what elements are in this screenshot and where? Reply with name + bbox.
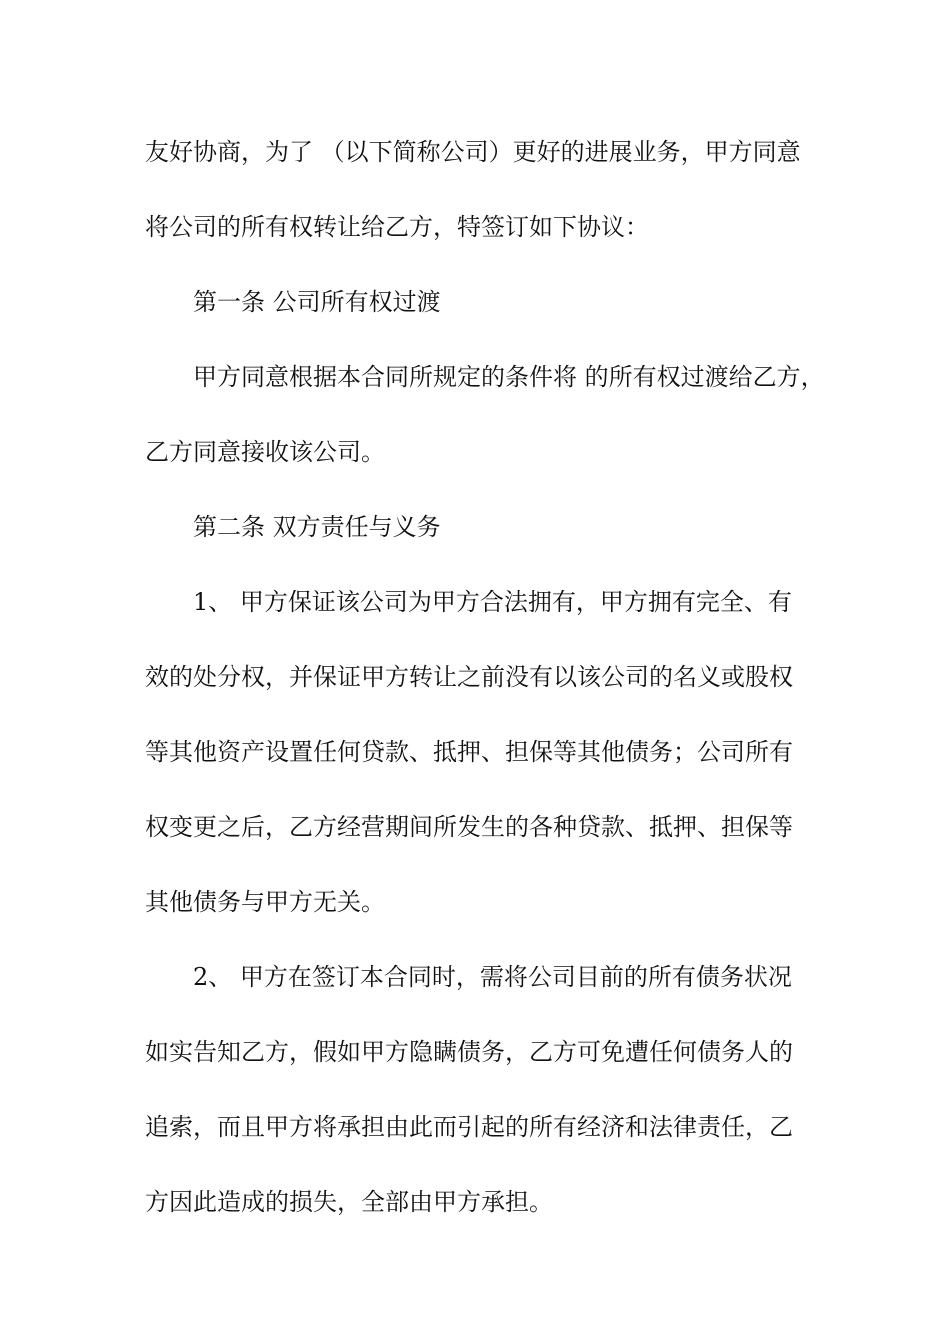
clause-2-line-3: 追索，而且甲方将承担由此而引起的所有经济和法律责任，乙 bbox=[145, 1113, 793, 1141]
clause-1-line-5: 其他债务与甲方无关。 bbox=[145, 888, 385, 916]
text-line-2: 将公司的所有权转让给乙方，特签订如下协议： bbox=[145, 213, 649, 241]
clause-1-line-1: 1、 甲方保证该公司为甲方合法拥有，甲方拥有完全、有 bbox=[193, 588, 792, 616]
clause-1-line-3: 等其他资产设置任何贷款、抵押、担保等其他债务；公司所有 bbox=[145, 738, 793, 766]
clause-2-line-4: 方因此造成的损失，全部由甲方承担。 bbox=[145, 1188, 553, 1216]
clause-2-line-1: 2、 甲方在签订本合同时，需将公司目前的所有债务状况 bbox=[193, 963, 792, 991]
clause-1-line-4: 权变更之后，乙方经营期间所发生的各种贷款、抵押、担保等 bbox=[145, 813, 793, 841]
article-1-heading: 第一条 公司所有权过渡 bbox=[193, 288, 441, 316]
text-line-4: 甲方同意根据本合同所规定的条件将 的所有权过渡给乙方， bbox=[193, 363, 825, 391]
text-line-5: 乙方同意接收该公司。 bbox=[145, 438, 385, 466]
article-2-heading: 第二条 双方责任与义务 bbox=[193, 513, 441, 541]
clause-2-line-2: 如实告知乙方，假如甲方隐瞒债务，乙方可免遭任何债务人的 bbox=[145, 1038, 793, 1066]
text-line-1: 友好协商，为了 （以下简称公司）更好的进展业务，甲方同意 bbox=[145, 138, 801, 166]
clause-1-line-2: 效的处分权，并保证甲方转让之前没有以该公司的名义或股权 bbox=[145, 663, 793, 691]
